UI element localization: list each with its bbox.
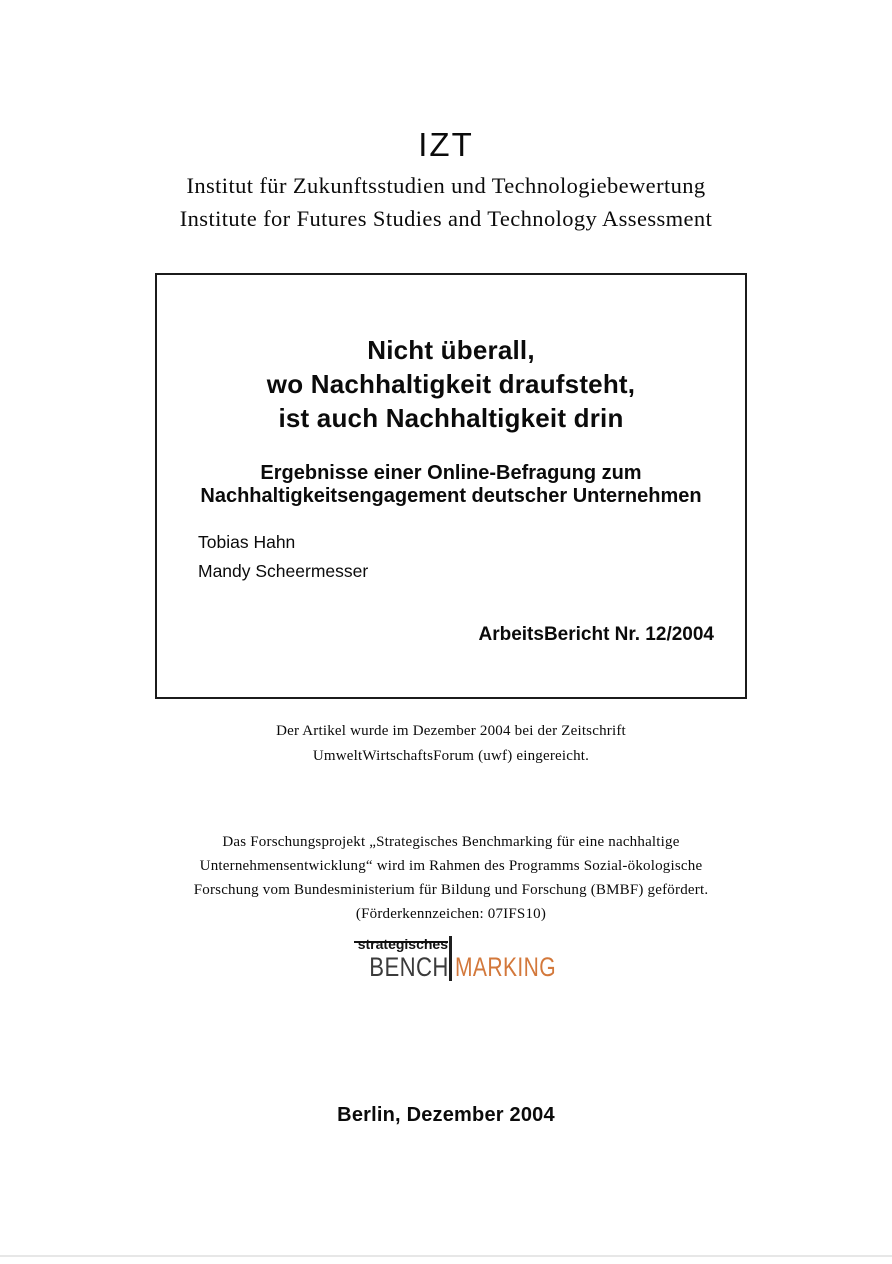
report-subtitle-line-1: Ergebnisse einer Online-Befragung zum: [260, 462, 642, 484]
report-title-line-2: wo Nachhaltigkeit draufsteht,: [266, 369, 636, 399]
institute-name-english: Institute for Futures Studies and Technology Assessment: [179, 206, 713, 231]
report-title-line-1: Nicht überall,: [367, 335, 535, 365]
funding-note: [126, 830, 776, 926]
logo-word-marking: MARKING: [455, 952, 557, 982]
bottom-page-rule: [0, 1255, 892, 1257]
place-and-date: Berlin, Dezember 2004: [337, 1104, 555, 1126]
funding-note-line-2: Unternehmensentwicklung“ wird im Rahmen des Programms Sozial-ökologische: [199, 858, 703, 874]
logo-word-bench: BENCH: [369, 952, 449, 982]
report-title-line-3: ist auch Nachhaltigkeit drin: [278, 403, 624, 433]
submission-note: [155, 719, 747, 768]
report-title: [157, 333, 745, 435]
logo-divider-bar: [449, 936, 452, 981]
author-name-2: Mandy Scheermesser: [198, 561, 369, 581]
report-number: ArbeitsBericht Nr. 12/2004: [478, 624, 714, 645]
submission-note-line-2: UmweltWirtschaftsForum (uwf) eingereicht.: [312, 747, 590, 764]
funding-note-line-4: (Förderkennzeichen: 07IFS10): [355, 906, 547, 922]
funding-note-line-3: Forschung vom Bundesministerium für Bildung und Forschung (BMBF) gefördert.: [193, 882, 709, 898]
title-box: [155, 273, 747, 699]
institute-name-german: Institut für Zukunftsstudien und Technologiebewertung: [186, 173, 706, 198]
report-subtitle: [157, 462, 745, 508]
author-name-1: Tobias Hahn: [198, 532, 296, 552]
logo-word-strategisches: strategisches: [357, 936, 448, 952]
funding-note-line-1: Das Forschungsprojekt „Strategisches Benchmarking für eine nachhaltige: [222, 834, 680, 850]
report-subtitle-line-2: Nachhaltigkeitsengagement deutscher Unternehmen: [200, 485, 702, 507]
submission-note-line-1: Der Artikel wurde im Dezember 2004 bei der Zeitschrift: [276, 723, 626, 739]
benchmarking-logo: [352, 934, 562, 984]
izt-acronym: IZT: [418, 126, 474, 163]
